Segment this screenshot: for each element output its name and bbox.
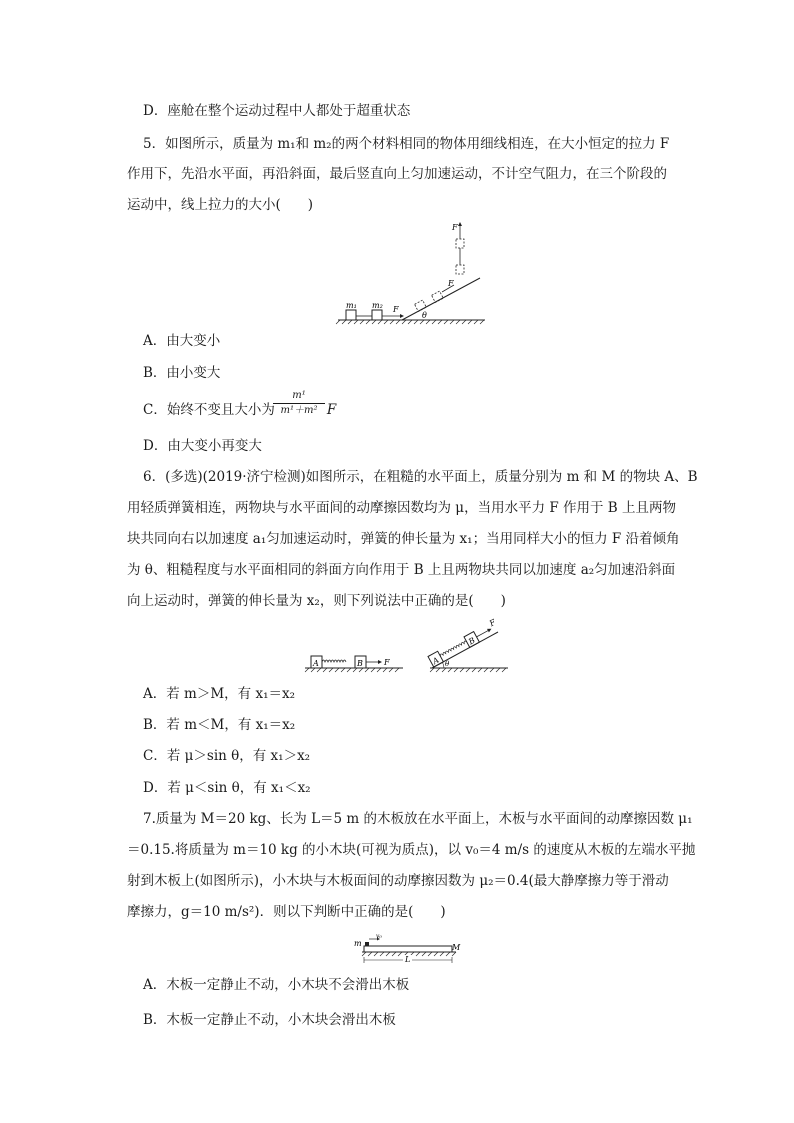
q6-fig-b2-label: B (467, 635, 477, 647)
q4-option-d: D．座舱在整个运动过程中人都处于超重状态 (143, 103, 411, 119)
q5-option-b: B．由小变大 (143, 365, 221, 381)
q6-stem-line2: 用轻质弹簧相连，两物块与水平面间的动摩擦因数均为 μ，当用水平力 F 作用于 B 上且两物 (127, 500, 677, 516)
q7-fig-v0-label: v₀ (376, 933, 382, 940)
q6-stem-line5: 向上运动时，弹簧的伸长量为 x₂，则下列说法中正确的是( ) (127, 593, 506, 609)
q6-option-a: A．若 m＞M，有 x₁＝x₂ (143, 686, 296, 702)
q5-option-d: D．由大变小再变大 (143, 438, 262, 454)
q5-fig-m2-label: m₂ (372, 301, 383, 310)
q6-stem-line4: 为 θ、粗糙程度与水平面相同的斜面方向作用于 B 上且两物块共同以加速度 a₂匀加速沿斜面 (127, 562, 676, 578)
q6-figure-incline (428, 617, 528, 672)
q5-fig-f-label: F (393, 305, 399, 314)
q5-figure (330, 222, 490, 326)
q6-fig-f-label: F (384, 658, 390, 667)
q6-stem-line3: 块共同向右以加速度 a₁匀加速运动时，弹簧的伸长量为 x₁；当用同样大小的恒力 F 沿着倾角 (127, 531, 680, 547)
q6-fig-a-label: A (313, 659, 319, 668)
q6-figure-horizontal (305, 648, 405, 672)
q7-fig-bigm-label: M (452, 943, 461, 952)
q7-option-b: B．木板一定静止不动，小木块会滑出木板 (143, 1012, 396, 1028)
q6-option-b: B．若 m＜M，有 x₁＝x₂ (143, 717, 296, 733)
q5-option-c-numerator: m¹ (292, 390, 306, 401)
q5-fig-m1-label: m₁ (346, 301, 357, 310)
q5-stem-line2: 作用下，先沿水平面，再沿斜面，最后竖直向上匀加速运动，不计空气阻力，在三个阶段的 (127, 166, 667, 182)
q5-stem-line3: 运动中，线上拉力的大小( ) (127, 197, 314, 213)
q5-option-c-prefix: C．始终不变且大小为 (143, 402, 275, 418)
q5-option-c-fraction (273, 390, 325, 417)
q7-option-a: A．木板一定静止不动，小木块不会滑出木板 (143, 977, 410, 993)
q6-option-d: D．若 μ＜sin θ，有 x₁＜x₂ (143, 780, 311, 796)
q7-stem-line2: ＝0.15.将质量为 m＝10 kg 的小木块(可视为质点)，以 v₀＝4 m/s 的速度从木板的左端水平抛 (127, 842, 696, 858)
q5-fig-f-top-label: F (452, 223, 458, 232)
q5-stem-line1: 5．如图所示，质量为 m₁和 m₂的两个材料相同的物体用细线相连，在大小恒定的拉力 F (143, 136, 670, 152)
q5-fig-theta-label: θ (422, 311, 427, 320)
q6-stem-line1: 6．(多选)(2019·济宁检测)如图所示，在粗糙的水平面上，质量分别为 m 和 M 的物块 A、B (143, 469, 698, 485)
q7-fig-l-label: L (405, 955, 411, 964)
q7-stem-line1: 7.质量为 M＝20 kg、长为 L＝5 m 的木板放在水平面上，木板与水平面间的动摩擦因数 μ₁ (143, 811, 693, 827)
q5-option-c-denominator: m¹＋m² (280, 405, 318, 416)
q6-fig-a2-label: A (431, 655, 441, 667)
q6-fig-theta-label: θ (445, 660, 450, 668)
q7-fig-m-label: m (354, 939, 362, 948)
q5-fig-f-slope-label: F (448, 279, 454, 288)
q5-option-c-suffix: F (326, 402, 337, 418)
q7-figure (352, 930, 464, 966)
q6-option-c: C．若 μ＞sin θ，有 x₁＞x₂ (143, 748, 311, 764)
q6-fig-b-label: B (357, 659, 363, 668)
q5-option-a: A．由大变小 (143, 333, 221, 349)
q7-stem-line4: 摩擦力，g＝10 m/s²)．则以下判断中正确的是( ) (127, 904, 446, 920)
q7-stem-line3: 射到木板上(如图所示)，小木块与木板面间的动摩擦因数为 μ₂＝0.4(最大静摩擦力等于滑动 (127, 873, 669, 889)
q6-fig-f2-label: F (488, 617, 498, 629)
